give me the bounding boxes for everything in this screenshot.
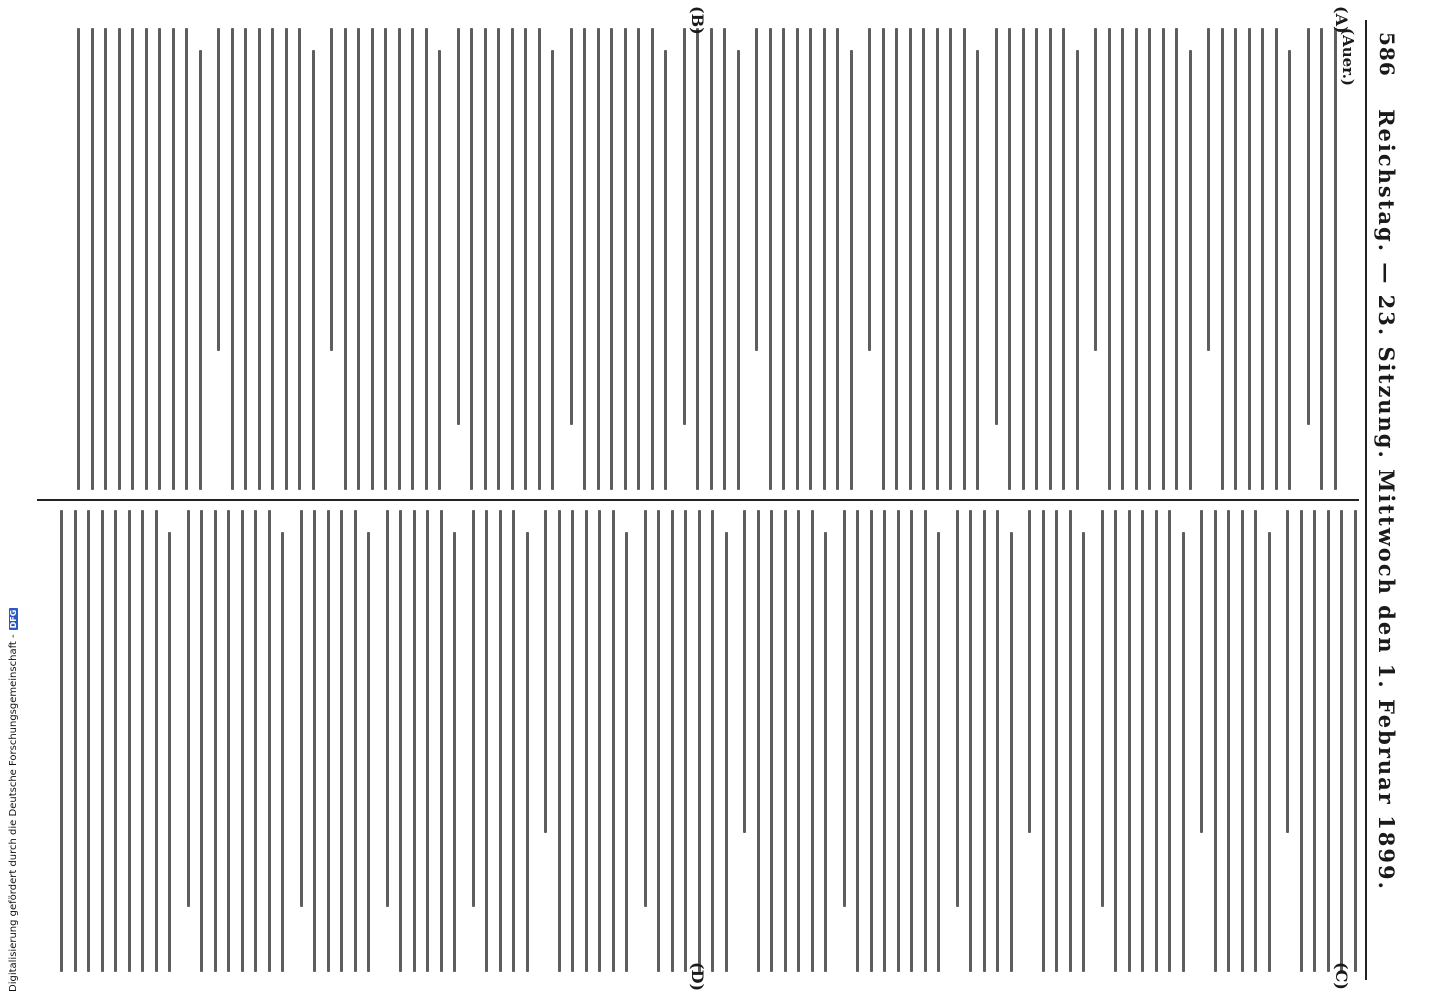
text-line xyxy=(1189,50,1192,490)
text-line xyxy=(1341,510,1344,972)
text-line xyxy=(710,28,713,490)
text-line xyxy=(784,510,787,972)
text-line xyxy=(498,28,501,490)
text-line xyxy=(1010,532,1013,972)
text-line xyxy=(314,510,317,972)
text-line xyxy=(1248,28,1251,490)
text-line xyxy=(597,28,600,490)
text-line xyxy=(1201,510,1204,833)
paragraph-gap xyxy=(728,510,733,972)
text-line xyxy=(155,510,158,972)
margin-letter-d: (D) xyxy=(688,962,707,992)
text-line xyxy=(769,28,772,490)
text-line xyxy=(425,28,428,490)
text-line xyxy=(756,28,759,351)
paragraph-gap xyxy=(555,28,560,490)
margin-letter-a: (A) xyxy=(1332,6,1351,34)
text-line xyxy=(896,28,899,490)
text-line xyxy=(145,28,148,490)
dfg-logo: DFG xyxy=(9,609,18,629)
text-line xyxy=(385,28,388,490)
text-line xyxy=(1155,510,1158,972)
text-line xyxy=(413,510,416,972)
paragraph-gap xyxy=(1013,510,1018,972)
paragraph-gap xyxy=(315,28,320,490)
paragraph-gap xyxy=(828,510,833,972)
paragraph-gap xyxy=(529,510,534,972)
text-line xyxy=(612,510,615,972)
dfg-footer-strip xyxy=(0,0,19,1000)
text-line xyxy=(358,28,361,490)
text-line xyxy=(398,28,401,490)
text-line xyxy=(1142,510,1145,972)
text-line xyxy=(1334,28,1337,490)
text-line xyxy=(499,510,502,972)
paragraph-gap xyxy=(1185,510,1190,972)
text-line xyxy=(1009,28,1012,490)
text-line xyxy=(843,510,846,907)
text-line xyxy=(897,510,900,972)
text-line xyxy=(1268,532,1271,972)
paragraph-gap xyxy=(1271,510,1276,972)
text-line xyxy=(427,510,430,972)
text-line xyxy=(486,510,489,972)
margin-letter-c: (C) xyxy=(1332,962,1351,990)
text-line xyxy=(1056,510,1059,972)
text-line xyxy=(228,510,231,972)
text-line xyxy=(837,28,840,490)
speaker-tag: (Auer.) xyxy=(1339,28,1357,87)
text-line xyxy=(1022,28,1025,490)
text-line xyxy=(526,532,529,972)
text-line xyxy=(214,510,217,972)
text-line xyxy=(909,28,912,490)
page-header-title: Reichstag. — 23. Sitzung. Mittwoch den 1. Februar 1899. xyxy=(1374,109,1399,891)
text-line xyxy=(685,510,688,972)
text-line xyxy=(457,28,460,425)
text-line xyxy=(1262,28,1265,490)
paragraph-gap xyxy=(371,510,376,972)
text-line xyxy=(570,28,573,425)
text-line xyxy=(91,28,94,490)
text-line xyxy=(997,510,1000,972)
text-line xyxy=(1029,510,1032,833)
right-column-text xyxy=(61,510,1358,972)
text-line xyxy=(101,510,104,972)
text-line xyxy=(1208,28,1211,351)
text-line xyxy=(538,28,541,490)
text-line xyxy=(1176,28,1179,490)
text-line xyxy=(1036,28,1039,490)
text-line xyxy=(159,28,162,490)
text-line xyxy=(525,28,528,490)
text-line xyxy=(255,510,258,972)
text-line xyxy=(545,510,548,833)
text-line xyxy=(671,510,674,972)
text-line xyxy=(1101,510,1104,907)
text-line xyxy=(241,510,244,972)
text-line xyxy=(697,28,700,490)
text-line xyxy=(472,510,475,907)
text-line xyxy=(950,28,953,490)
text-line xyxy=(1228,510,1231,972)
text-line xyxy=(638,28,641,490)
text-line xyxy=(186,28,189,490)
text-line xyxy=(471,28,474,490)
text-line xyxy=(513,510,516,972)
text-line xyxy=(132,28,135,490)
text-line xyxy=(1063,28,1066,490)
text-line xyxy=(882,28,885,490)
text-line xyxy=(783,28,786,490)
dfg-notice-text: Digitalisierung gefördert durch die Deutsche Forschungsgemeinschaft - xyxy=(8,634,19,992)
text-line xyxy=(142,510,145,972)
paragraph-gap xyxy=(1192,28,1197,490)
text-line xyxy=(187,510,190,907)
text-line xyxy=(970,510,973,972)
text-line xyxy=(644,510,647,907)
text-line xyxy=(341,510,344,972)
text-line xyxy=(857,510,860,972)
text-line xyxy=(1115,510,1118,972)
text-line xyxy=(1221,28,1224,490)
text-line xyxy=(300,510,303,907)
left-column xyxy=(39,28,1357,490)
text-line xyxy=(172,28,175,490)
text-line xyxy=(61,510,64,972)
text-line xyxy=(1122,28,1125,490)
text-line xyxy=(658,510,661,972)
text-line xyxy=(344,28,347,490)
text-line xyxy=(258,28,261,490)
header-rule xyxy=(1365,20,1367,980)
text-line xyxy=(698,510,701,972)
text-line xyxy=(850,50,853,490)
text-line xyxy=(400,510,403,972)
paragraph-gap xyxy=(457,510,462,972)
text-line xyxy=(268,510,271,972)
text-line xyxy=(771,510,774,972)
text-line xyxy=(963,28,966,490)
paragraph-gap xyxy=(172,510,177,972)
text-line xyxy=(88,510,91,972)
text-line xyxy=(118,28,121,490)
text-line xyxy=(936,28,939,490)
text-line xyxy=(1214,510,1217,972)
right-column xyxy=(39,510,1357,972)
text-line xyxy=(1076,50,1079,490)
text-line xyxy=(911,510,914,972)
text-line xyxy=(1327,510,1330,972)
text-line xyxy=(651,28,654,490)
text-line xyxy=(611,28,614,490)
text-line xyxy=(1321,28,1324,490)
text-line xyxy=(1149,28,1152,490)
text-line xyxy=(1049,28,1052,490)
paragraph-gap xyxy=(1292,28,1297,490)
paragraph-gap xyxy=(629,510,634,972)
text-line xyxy=(199,50,202,490)
text-line xyxy=(201,510,204,972)
text-line xyxy=(1235,28,1238,490)
text-line xyxy=(624,28,627,490)
text-line xyxy=(218,28,221,351)
text-line xyxy=(272,28,275,490)
text-line xyxy=(870,510,873,972)
text-line xyxy=(995,28,998,425)
text-line xyxy=(744,510,747,833)
text-line xyxy=(796,28,799,490)
left-column-text xyxy=(78,28,1338,490)
text-line xyxy=(983,510,986,972)
text-line xyxy=(1108,28,1111,490)
text-line xyxy=(572,510,575,972)
paragraph-gap xyxy=(941,510,946,972)
text-line xyxy=(599,510,602,972)
paragraph-gap xyxy=(668,28,673,490)
page-number: 586 xyxy=(1375,32,1399,77)
paragraph-gap xyxy=(980,28,985,490)
text-line xyxy=(923,28,926,490)
text-line xyxy=(956,510,959,907)
text-line xyxy=(584,28,587,490)
text-line xyxy=(1287,510,1290,833)
paragraph-gap xyxy=(1079,28,1084,490)
text-line xyxy=(1069,510,1072,972)
text-line xyxy=(810,28,813,490)
text-line xyxy=(1275,28,1278,490)
paragraph-gap xyxy=(442,28,447,490)
text-line xyxy=(285,28,288,490)
text-line xyxy=(1300,510,1303,972)
scanned-page xyxy=(27,6,1407,992)
text-line xyxy=(440,510,443,972)
text-line xyxy=(371,28,374,490)
text-line xyxy=(585,510,588,972)
paragraph-gap xyxy=(853,28,858,490)
text-line xyxy=(1128,510,1131,972)
text-line xyxy=(1255,510,1258,972)
text-line xyxy=(1095,28,1098,351)
text-line xyxy=(105,28,108,490)
text-line xyxy=(115,510,118,972)
text-line xyxy=(712,510,715,972)
text-line xyxy=(354,510,357,972)
text-line xyxy=(757,510,760,972)
text-line xyxy=(724,28,727,490)
text-line xyxy=(312,50,315,490)
column-divider xyxy=(37,499,1359,501)
page-header xyxy=(1369,20,1407,980)
paragraph-gap xyxy=(285,510,290,972)
text-line xyxy=(511,28,514,490)
text-line xyxy=(299,28,302,490)
text-line xyxy=(1182,532,1185,972)
text-line xyxy=(823,28,826,490)
paragraph-gap xyxy=(1086,510,1091,972)
text-line xyxy=(484,28,487,490)
text-line xyxy=(1354,510,1357,972)
text-line xyxy=(811,510,814,972)
text-line xyxy=(1307,28,1310,425)
text-line xyxy=(725,532,728,972)
text-line xyxy=(924,510,927,972)
text-line xyxy=(869,28,872,351)
text-line xyxy=(74,510,77,972)
text-line xyxy=(128,510,131,972)
text-line xyxy=(683,28,686,425)
paragraph-gap xyxy=(202,28,207,490)
text-line xyxy=(1241,510,1244,972)
text-line xyxy=(231,28,234,490)
text-line xyxy=(327,510,330,972)
margin-letter-b: (B) xyxy=(688,6,707,35)
text-line xyxy=(1169,510,1172,972)
text-line xyxy=(798,510,801,972)
text-line xyxy=(1135,28,1138,490)
text-line xyxy=(386,510,389,907)
text-line xyxy=(412,28,415,490)
text-line xyxy=(245,28,248,490)
text-line xyxy=(884,510,887,972)
text-line xyxy=(1042,510,1045,972)
text-line xyxy=(558,510,561,972)
dfg-digitization-notice xyxy=(8,608,19,992)
text-line xyxy=(1314,510,1317,972)
text-line xyxy=(331,28,334,351)
text-line xyxy=(78,28,81,490)
paragraph-gap xyxy=(740,28,745,490)
text-line xyxy=(737,50,740,490)
text-line xyxy=(1162,28,1165,490)
